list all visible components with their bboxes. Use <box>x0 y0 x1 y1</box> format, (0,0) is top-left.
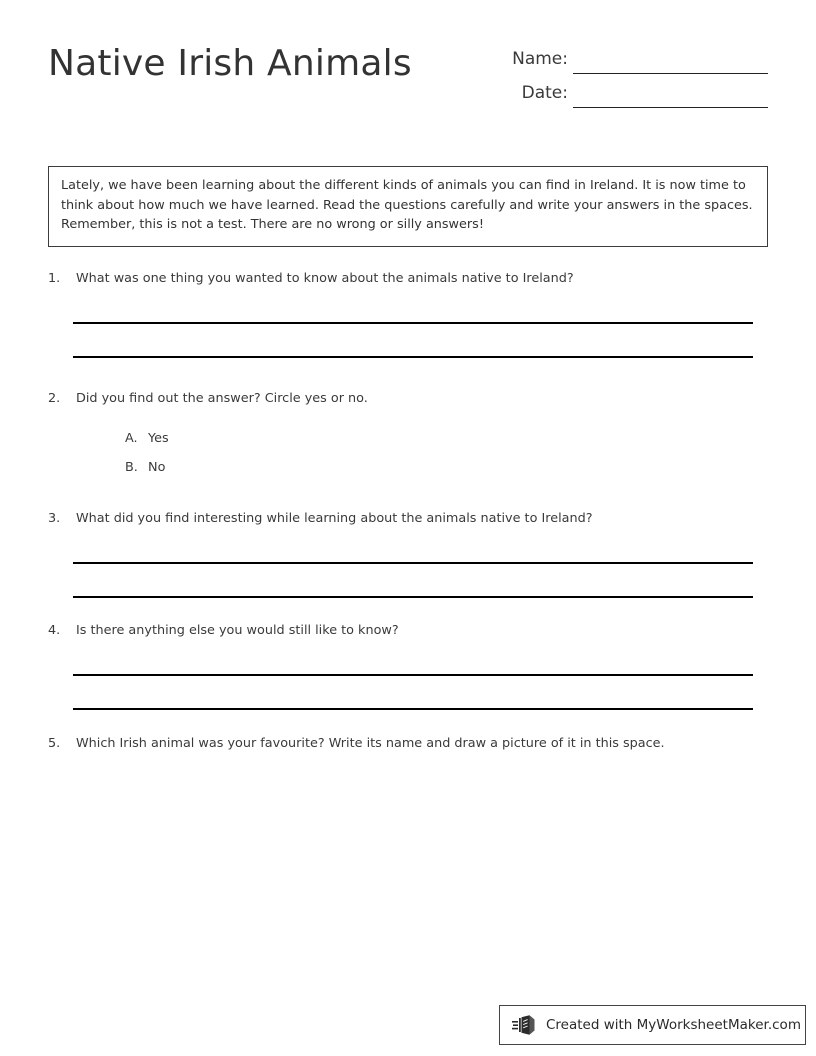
answer-line[interactable] <box>73 642 753 676</box>
question-5-text: Which Irish animal was your favourite? Write its name and draw a picture of it in this space. <box>76 736 665 751</box>
question-1-answer-lines <box>73 290 753 358</box>
name-field-row <box>496 48 768 82</box>
question-4 <box>48 621 768 641</box>
worksheet-header <box>48 42 768 122</box>
question-3-number: 3. <box>48 511 61 526</box>
question-4-text: Is there anything else you would still like to know? <box>76 623 399 638</box>
question-1 <box>48 269 768 289</box>
question-5-drawing-space[interactable] <box>73 772 753 982</box>
option-b-letter: B. <box>125 460 138 475</box>
date-label: Date: <box>521 83 568 103</box>
option-a-label: Yes <box>148 431 169 446</box>
question-4-answer-lines <box>73 642 753 710</box>
question-4-number: 4. <box>48 623 61 638</box>
worksheet-maker-logo-icon <box>512 1013 538 1037</box>
question-1-number: 1. <box>48 271 61 286</box>
question-5-number: 5. <box>48 736 61 751</box>
answer-line[interactable] <box>73 530 753 564</box>
question-3-text: What did you find interesting while learning about the animals native to Ireland? <box>76 511 593 526</box>
name-date-block <box>496 48 768 116</box>
answer-line[interactable] <box>73 290 753 324</box>
page-title: Native Irish Animals <box>48 43 412 84</box>
name-label: Name: <box>512 49 568 69</box>
question-2-number: 2. <box>48 391 61 406</box>
badge-label: Created with MyWorksheetMaker.com <box>546 1017 801 1033</box>
answer-line[interactable] <box>73 564 753 598</box>
question-3-answer-lines <box>73 530 753 598</box>
name-input-line[interactable] <box>573 73 768 74</box>
question-2-text: Did you find out the answer? Circle yes or no. <box>76 391 368 406</box>
option-a-letter: A. <box>125 431 138 446</box>
instructions-box: Lately, we have been learning about the different kinds of animals you can find in Ireland. It is now time to think about how much we have learned. Read the questions carefully and write your answers in the spaces. Remember, this is not a test. There are no wrong or silly answers! <box>48 166 768 247</box>
question-2 <box>48 389 768 475</box>
date-input-line[interactable] <box>573 107 768 108</box>
question-1-text: What was one thing you wanted to know about the animals native to Ireland? <box>76 271 574 286</box>
worksheet-maker-badge[interactable] <box>499 1005 806 1045</box>
option-b-label: No <box>148 460 166 475</box>
answer-line[interactable] <box>73 324 753 358</box>
answer-line[interactable] <box>73 676 753 710</box>
question-3 <box>48 509 768 529</box>
question-5 <box>48 734 768 754</box>
date-field-row <box>496 82 768 116</box>
